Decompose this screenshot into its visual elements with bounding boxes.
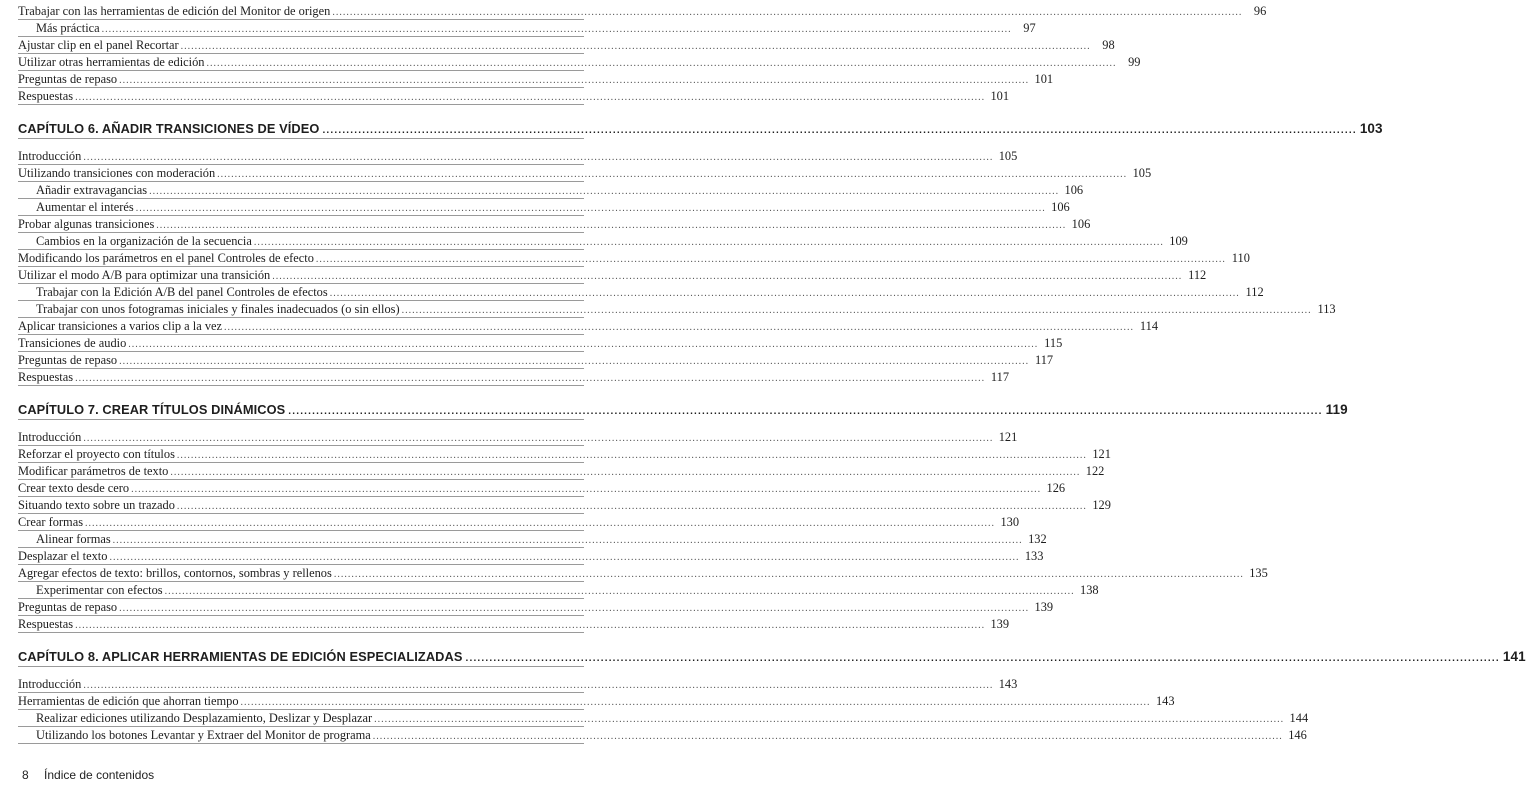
dot-leader: ....................................................................................................................................................................................................................................................................: [332, 7, 1243, 18]
footer-label: Índice de contenidos: [44, 768, 155, 782]
toc-entry-title: Probar algunas transiciones: [18, 217, 155, 231]
toc-entry-title: Utilizar el modo A/B para optimizar una transición: [18, 268, 271, 282]
dot-leader: ....................................................................................................................................................................................................................................................................: [240, 697, 1151, 708]
dot-leader: ....................................................................................................................................................................................................................................................................: [315, 254, 1226, 265]
chapter-page: 103: [1359, 121, 1383, 136]
toc-entry-page: 98: [1102, 38, 1115, 52]
toc-entry-title: Agregar efectos de texto: brillos, contornos, sombras y rellenos: [18, 566, 332, 580]
toc-entry[interactable]: [18, 335, 1063, 352]
toc-entry-page: 130: [1000, 515, 1020, 529]
dot-leader: ....................................................................................................................................................................................................................................................................: [401, 305, 1312, 316]
toc-entry-page: 132: [1028, 532, 1047, 546]
page-footer: [22, 768, 154, 782]
toc-entry-page: 114: [1139, 319, 1159, 333]
chapter-title: CAPÍTULO 8. APLICAR HERRAMIENTAS DE EDICIÓN ESPECIALIZADAS: [18, 649, 463, 664]
toc-entry-title: Respuestas: [18, 89, 74, 103]
dot-leader: ....................................................................................................................................................................................................................................................................: [329, 288, 1240, 299]
dot-leader: ....................................................................................................................................................................................................................................................................: [374, 714, 1285, 725]
chapter-heading[interactable]: [18, 647, 1526, 667]
toc-entry-title: Alinear formas: [36, 532, 111, 546]
toc-entry[interactable]: [18, 88, 1010, 105]
toc-entry-page: 122: [1085, 464, 1105, 478]
toc-entry-title: Reforzar el proyecto con títulos: [18, 447, 175, 461]
toc-entry[interactable]: [18, 54, 1141, 71]
toc-entry[interactable]: [18, 250, 1250, 267]
toc-entry-page: 112: [1188, 268, 1207, 282]
toc-entry-title: Utilizando transiciones con moderación: [18, 166, 216, 180]
toc-entry-page: 133: [1024, 549, 1044, 563]
chapter-title: CAPÍTULO 7. CREAR TÍTULOS DINÁMICOS: [18, 402, 286, 417]
toc-entry-title: Trabajar con la Edición A/B del panel Controles de efectos: [36, 285, 328, 299]
dot-leader: ....................................................................................................................................................................................................................................................................: [119, 603, 1030, 614]
toc-entry[interactable]: [18, 369, 1010, 386]
toc-section-continued: [18, 3, 1267, 105]
dot-leader: ....................................................................................................................................................................................................................................................................: [83, 433, 994, 444]
toc-entry-title: Ajustar clip en el panel Recortar: [18, 38, 179, 52]
dot-leader: ....................................................................................................................................................................................................................................................................: [119, 356, 1030, 367]
toc-entry-title: Utilizar otras herramientas de edición: [18, 55, 205, 69]
dot-leader: ....................................................................................................................................................................................................................................................................: [75, 92, 986, 103]
toc-entry[interactable]: [18, 480, 1066, 497]
toc-entry-page: 101: [990, 89, 1010, 103]
dot-leader: ....................................................................................................................................................................................................................................................................: [135, 203, 1046, 214]
toc-entry-page: 138: [1080, 583, 1099, 597]
toc-entry-title: Trabajar con unos fotogramas iniciales y finales inadecuados (o sin ellos): [36, 302, 400, 316]
dot-leader: ....................................................................................................................................................................................................................................................................: [128, 339, 1039, 350]
dot-leader: ....................................................................................................................................................................................................................................................................: [149, 186, 1060, 197]
toc-entry-page: 105: [1132, 166, 1152, 180]
toc-entry-title: Preguntas de repaso: [18, 600, 118, 614]
toc-entry-page: 106: [1064, 183, 1084, 197]
toc-entry-title: Introducción: [18, 149, 82, 163]
toc-entry-page: 129: [1092, 498, 1111, 512]
chapter-title: CAPÍTULO 6. AÑADIR TRANSICIONES DE VÍDEO: [18, 121, 320, 136]
toc-entry-page: 106: [1071, 217, 1091, 231]
toc-entry[interactable]: [18, 267, 1207, 284]
toc-entry[interactable]: [18, 318, 1159, 335]
toc-entry-title: Cambios en la organización de la secuencia: [36, 234, 252, 248]
toc-entry-page: 112: [1245, 285, 1264, 299]
dot-leader: ....................................................................................................................................................................................................................................................................: [170, 467, 1081, 478]
toc-entry-title: Modificando los parámetros en el panel Controles de efecto: [18, 251, 314, 265]
toc-entry-page: 143: [998, 677, 1018, 691]
dot-leader: ....................................................................................................................................................................................................................................................................: [83, 152, 994, 163]
dot-leader: ....................................................................................................................................................................................................................................................................: [164, 586, 1075, 597]
toc-entry-page: 144: [1289, 711, 1309, 725]
toc-entry[interactable]: [18, 514, 1020, 531]
dot-leader: ....................................................................................................................................................................................................................................................................: [465, 653, 1500, 664]
dot-leader: ....................................................................................................................................................................................................................................................................: [75, 373, 986, 384]
dot-leader: ....................................................................................................................................................................................................................................................................: [322, 125, 1357, 136]
dot-leader: ....................................................................................................................................................................................................................................................................: [180, 41, 1091, 52]
toc-entry-title: Más práctica: [36, 21, 100, 35]
toc-entry-title: Respuestas: [18, 617, 74, 631]
toc-entry-page: 101: [1034, 72, 1054, 86]
dot-leader: ....................................................................................................................................................................................................................................................................: [253, 237, 1164, 248]
dot-leader: ....................................................................................................................................................................................................................................................................: [272, 271, 1183, 282]
toc-entry-page: 143: [1155, 694, 1175, 708]
toc-entry-title: Crear texto desde cero: [18, 481, 130, 495]
toc-entry-title: Crear formas: [18, 515, 84, 529]
toc-chapters: [18, 119, 1526, 744]
toc-entry-page: 113: [1317, 302, 1336, 316]
dot-leader: ....................................................................................................................................................................................................................................................................: [83, 680, 994, 691]
toc-entry-page: 105: [998, 149, 1018, 163]
footer-page-number: 8: [22, 768, 29, 782]
dot-leader: ....................................................................................................................................................................................................................................................................: [288, 406, 1323, 417]
toc-entry-title: Experimentar con efectos: [36, 583, 163, 597]
toc-entry-title: Herramientas de edición que ahorran tiempo: [18, 694, 239, 708]
toc-entry-title: Aplicar transiciones a varios clip a la vez: [18, 319, 223, 333]
toc-entry[interactable]: [18, 616, 1010, 633]
toc-entry[interactable]: [18, 37, 1115, 54]
dot-leader: ....................................................................................................................................................................................................................................................................: [75, 620, 986, 631]
toc-subentry[interactable]: [18, 710, 1309, 727]
dot-leader: ....................................................................................................................................................................................................................................................................: [217, 169, 1128, 180]
toc-entry-title: Modificar parámetros de texto: [18, 464, 169, 478]
toc-entry[interactable]: [18, 71, 1054, 88]
toc-entry[interactable]: [18, 165, 1152, 182]
toc-entry-page: 135: [1249, 566, 1268, 580]
toc-subentry[interactable]: [18, 531, 1047, 548]
toc-entry[interactable]: [18, 216, 1091, 233]
dot-leader: ....................................................................................................................................................................................................................................................................: [333, 569, 1244, 580]
toc-entry-page: 121: [1092, 447, 1111, 461]
toc-entry-page: 121: [998, 430, 1018, 444]
toc-subentry[interactable]: [18, 20, 1036, 37]
toc-entry[interactable]: [18, 548, 1044, 565]
toc-entry-page: 139: [990, 617, 1010, 631]
dot-leader: ....................................................................................................................................................................................................................................................................: [372, 731, 1283, 742]
toc-entry-title: Trabajar con las herramientas de edición del Monitor de origen: [18, 4, 331, 18]
chapter-heading[interactable]: [18, 119, 1383, 139]
toc-entry[interactable]: [18, 497, 1111, 514]
dot-leader: ....................................................................................................................................................................................................................................................................: [206, 58, 1117, 69]
toc-entry-title: Utilizando los botones Levantar y Extraer del Monitor de programa: [36, 728, 371, 742]
toc-entry-title: Preguntas de repaso: [18, 353, 118, 367]
toc-entry[interactable]: [18, 565, 1268, 582]
toc-entry-page: 99: [1128, 55, 1141, 69]
toc-entry-page: 139: [1034, 600, 1054, 614]
toc-entry[interactable]: [18, 693, 1175, 710]
toc-subentry[interactable]: [18, 301, 1336, 318]
toc-entry-page: 106: [1051, 200, 1070, 214]
toc-subentry[interactable]: [18, 284, 1264, 301]
chapter-heading[interactable]: [18, 400, 1348, 420]
dot-leader: ....................................................................................................................................................................................................................................................................: [131, 484, 1042, 495]
toc-entry-title: Introducción: [18, 430, 82, 444]
toc-subentry[interactable]: [18, 582, 1099, 599]
toc-entry-page: 117: [1034, 353, 1054, 367]
toc-entry-title: Preguntas de repaso: [18, 72, 118, 86]
toc-entry-page: 115: [1044, 336, 1063, 350]
toc-subentry[interactable]: [18, 199, 1070, 216]
toc-entry-title: Aumentar el interés: [36, 200, 134, 214]
toc-entry[interactable]: [18, 676, 1018, 693]
dot-leader: ....................................................................................................................................................................................................................................................................: [119, 75, 1030, 86]
toc-entry[interactable]: [18, 463, 1105, 480]
toc-entry-page: 146: [1288, 728, 1307, 742]
toc-subentry[interactable]: [18, 727, 1307, 744]
chapter-page: 119: [1325, 402, 1348, 417]
toc-entry-page: 110: [1231, 251, 1250, 265]
dot-leader: ....................................................................................................................................................................................................................................................................: [156, 220, 1067, 231]
dot-leader: ....................................................................................................................................................................................................................................................................: [109, 552, 1020, 563]
toc-entry-page: 96: [1253, 4, 1267, 18]
dot-leader: ....................................................................................................................................................................................................................................................................: [224, 322, 1135, 333]
toc-entry-page: 117: [990, 370, 1010, 384]
toc-entry-title: Transiciones de audio: [18, 336, 127, 350]
dot-leader: ....................................................................................................................................................................................................................................................................: [85, 518, 996, 529]
dot-leader: ....................................................................................................................................................................................................................................................................: [101, 24, 1012, 35]
toc-entry[interactable]: [18, 352, 1054, 369]
toc-page: [18, 3, 1526, 744]
toc-entry-title: Respuestas: [18, 370, 74, 384]
toc-entry-title: Introducción: [18, 677, 82, 691]
toc-entry[interactable]: [18, 148, 1018, 165]
toc-entry[interactable]: [18, 429, 1018, 446]
toc-entry[interactable]: [18, 446, 1111, 463]
chapter-page: 141: [1502, 649, 1526, 664]
toc-entry-page: 109: [1169, 234, 1188, 248]
toc-subentry[interactable]: [18, 233, 1188, 250]
toc-entry-title: Situando texto sobre un trazado: [18, 498, 175, 512]
toc-entry[interactable]: [18, 3, 1267, 20]
toc-subentry[interactable]: [18, 182, 1084, 199]
toc-entry[interactable]: [18, 599, 1054, 616]
dot-leader: ....................................................................................................................................................................................................................................................................: [176, 450, 1087, 461]
toc-entry-title: Realizar ediciones utilizando Desplazamiento, Deslizar y Desplazar: [36, 711, 373, 725]
dot-leader: ....................................................................................................................................................................................................................................................................: [112, 535, 1023, 546]
toc-entry-page: 97: [1023, 21, 1036, 35]
toc-entry-title: Añadir extravagancias: [36, 183, 148, 197]
toc-entry-page: 126: [1046, 481, 1066, 495]
dot-leader: ....................................................................................................................................................................................................................................................................: [176, 501, 1087, 512]
toc-entry-title: Desplazar el texto: [18, 549, 108, 563]
